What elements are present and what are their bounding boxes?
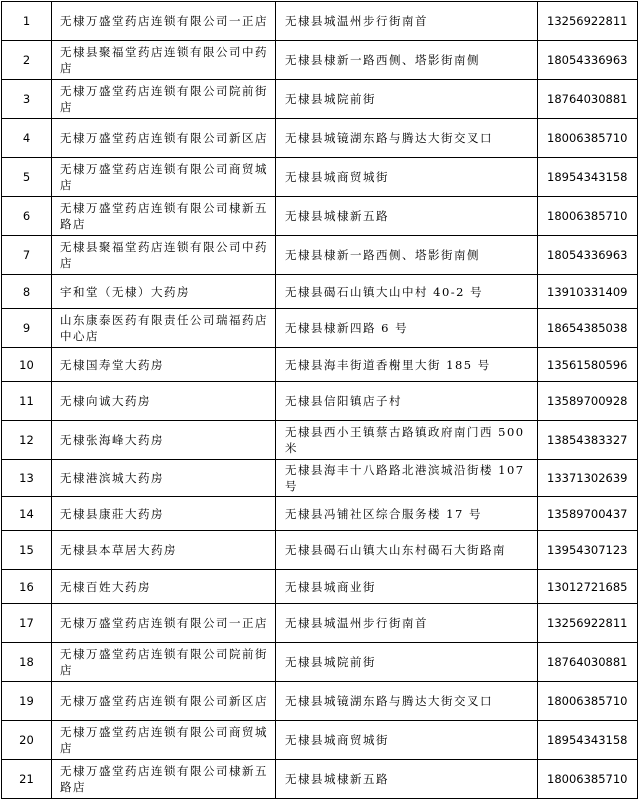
table-row — [2, 158, 638, 197]
pharmacy-name: 无棣万盛堂药店连锁有限公司棣新五路店 — [52, 197, 276, 236]
pharmacy-phone: 13854383327 — [538, 421, 638, 460]
table-row — [2, 236, 638, 275]
row-number: 20 — [2, 721, 52, 760]
table-row — [2, 570, 638, 604]
table-row — [2, 197, 638, 236]
table-row — [2, 309, 638, 348]
pharmacy-phone: 18764030881 — [538, 643, 638, 682]
table-row — [2, 643, 638, 682]
table-row — [2, 604, 638, 643]
row-number: 21 — [2, 760, 52, 799]
table-row — [2, 80, 638, 119]
pharmacy-phone: 18954343158 — [538, 721, 638, 760]
pharmacy-phone: 13256922811 — [538, 604, 638, 643]
pharmacy-phone: 18054336963 — [538, 236, 638, 275]
pharmacy-address: 无棣县碣石山镇大山东村碣石大街路南 — [276, 531, 538, 570]
row-number: 14 — [2, 497, 52, 531]
pharmacy-name: 无棣万盛堂药店连锁有限公司院前街店 — [52, 80, 276, 119]
pharmacy-address: 无棣县城温州步行街南首 — [276, 604, 538, 643]
pharmacy-address: 无棣县棣新一路西侧、塔影街南侧 — [276, 41, 538, 80]
pharmacy-name: 无棣万盛堂药店连锁有限公司商贸城店 — [52, 721, 276, 760]
row-number: 19 — [2, 682, 52, 721]
pharmacy-address: 无棣县棣新四路 6 号 — [276, 309, 538, 348]
pharmacy-phone: 13954307123 — [538, 531, 638, 570]
pharmacy-phone: 18764030881 — [538, 80, 638, 119]
pharmacy-address: 无棣县西小王镇蔡古路镇政府南门西 500 米 — [276, 421, 538, 460]
row-number: 17 — [2, 604, 52, 643]
pharmacy-name: 无棣百姓大药房 — [52, 570, 276, 604]
pharmacy-address: 无棣县城商贸城街 — [276, 158, 538, 197]
row-number: 16 — [2, 570, 52, 604]
row-number: 7 — [2, 236, 52, 275]
row-number: 6 — [2, 197, 52, 236]
pharmacy-name: 无棣县康莊大药房 — [52, 497, 276, 531]
pharmacy-name: 无棣万盛堂药店连锁有限公司一正店 — [52, 2, 276, 41]
row-number: 2 — [2, 41, 52, 80]
pharmacy-phone: 13371302639 — [538, 460, 638, 497]
pharmacy-name: 无棣万盛堂药店连锁有限公司商贸城店 — [52, 158, 276, 197]
table-row — [2, 348, 638, 382]
row-number: 10 — [2, 348, 52, 382]
pharmacy-name: 无棣张海峰大药房 — [52, 421, 276, 460]
pharmacy-address: 无棣县海丰十八路路北港滨城沿街楼 107 号 — [276, 460, 538, 497]
pharmacy-phone: 13256922811 — [538, 2, 638, 41]
table-row — [2, 421, 638, 460]
table-row — [2, 682, 638, 721]
pharmacy-phone: 13561580596 — [538, 348, 638, 382]
pharmacy-name: 宇和堂（无棣）大药房 — [52, 275, 276, 309]
pharmacy-phone: 18006385710 — [538, 119, 638, 158]
pharmacy-address: 无棣县棣新一路西侧、塔影街南侧 — [276, 236, 538, 275]
table-row — [2, 721, 638, 760]
table-row — [2, 382, 638, 421]
table-row — [2, 41, 638, 80]
pharmacy-phone: 13589700928 — [538, 382, 638, 421]
pharmacy-phone: 18006385710 — [538, 682, 638, 721]
table-row — [2, 760, 638, 799]
pharmacy-name: 无棣万盛堂药店连锁有限公司一正店 — [52, 604, 276, 643]
pharmacy-name: 无棣万盛堂药店连锁有限公司新区店 — [52, 119, 276, 158]
pharmacy-name: 无棣万盛堂药店连锁有限公司棣新五路店 — [52, 760, 276, 799]
table-row — [2, 497, 638, 531]
pharmacy-name: 山东康泰医药有限责任公司瑞福药店中心店 — [52, 309, 276, 348]
table-row — [2, 2, 638, 41]
pharmacy-phone: 18954343158 — [538, 158, 638, 197]
pharmacy-name: 无棣县聚福堂药店连锁有限公司中药店 — [52, 236, 276, 275]
pharmacy-address: 无棣县信阳镇店子村 — [276, 382, 538, 421]
table-row — [2, 119, 638, 158]
pharmacy-phone: 18654385038 — [538, 309, 638, 348]
row-number: 13 — [2, 460, 52, 497]
row-number: 1 — [2, 2, 52, 41]
pharmacy-phone: 18006385710 — [538, 197, 638, 236]
row-number: 3 — [2, 80, 52, 119]
pharmacy-phone: 13589700437 — [538, 497, 638, 531]
pharmacy-name: 无棣县本草居大药房 — [52, 531, 276, 570]
pharmacy-address: 无棣县城棣新五路 — [276, 197, 538, 236]
pharmacy-name: 无棣向诚大药房 — [52, 382, 276, 421]
row-number: 11 — [2, 382, 52, 421]
pharmacy-address: 无棣县城镜湖东路与腾达大街交叉口 — [276, 682, 538, 721]
pharmacy-address: 无棣县城院前街 — [276, 643, 538, 682]
row-number: 4 — [2, 119, 52, 158]
table-row — [2, 531, 638, 570]
pharmacy-address: 无棣县城温州步行街南首 — [276, 2, 538, 41]
pharmacy-phone: 13012721685 — [538, 570, 638, 604]
row-number: 9 — [2, 309, 52, 348]
pharmacy-address: 无棣县城商贸城街 — [276, 721, 538, 760]
pharmacy-address: 无棣县冯铺社区综合服务楼 17 号 — [276, 497, 538, 531]
pharmacy-address: 无棣县城镜湖东路与腾达大街交叉口 — [276, 119, 538, 158]
pharmacy-phone: 18054336963 — [538, 41, 638, 80]
pharmacy-phone: 18006385710 — [538, 760, 638, 799]
pharmacy-name: 无棣县聚福堂药店连锁有限公司中药店 — [52, 41, 276, 80]
pharmacy-address: 无棣县城院前街 — [276, 80, 538, 119]
table-row — [2, 275, 638, 309]
row-number: 18 — [2, 643, 52, 682]
pharmacy-address: 无棣县海丰街道香榭里大街 185 号 — [276, 348, 538, 382]
pharmacy-name: 无棣国寿堂大药房 — [52, 348, 276, 382]
pharmacy-address: 无棣县碣石山镇大山中村 40-2 号 — [276, 275, 538, 309]
row-number: 5 — [2, 158, 52, 197]
row-number: 12 — [2, 421, 52, 460]
pharmacy-phone: 13910331409 — [538, 275, 638, 309]
pharmacy-address: 无棣县城棣新五路 — [276, 760, 538, 799]
pharmacy-name: 无棣港滨城大药房 — [52, 460, 276, 497]
pharmacy-address: 无棣县城商业街 — [276, 570, 538, 604]
row-number: 8 — [2, 275, 52, 309]
pharmacy-name: 无棣万盛堂药店连锁有限公司院前街店 — [52, 643, 276, 682]
table-row — [2, 460, 638, 497]
pharmacy-name: 无棣万盛堂药店连锁有限公司新区店 — [52, 682, 276, 721]
pharmacy-table — [1, 1, 638, 799]
row-number: 15 — [2, 531, 52, 570]
